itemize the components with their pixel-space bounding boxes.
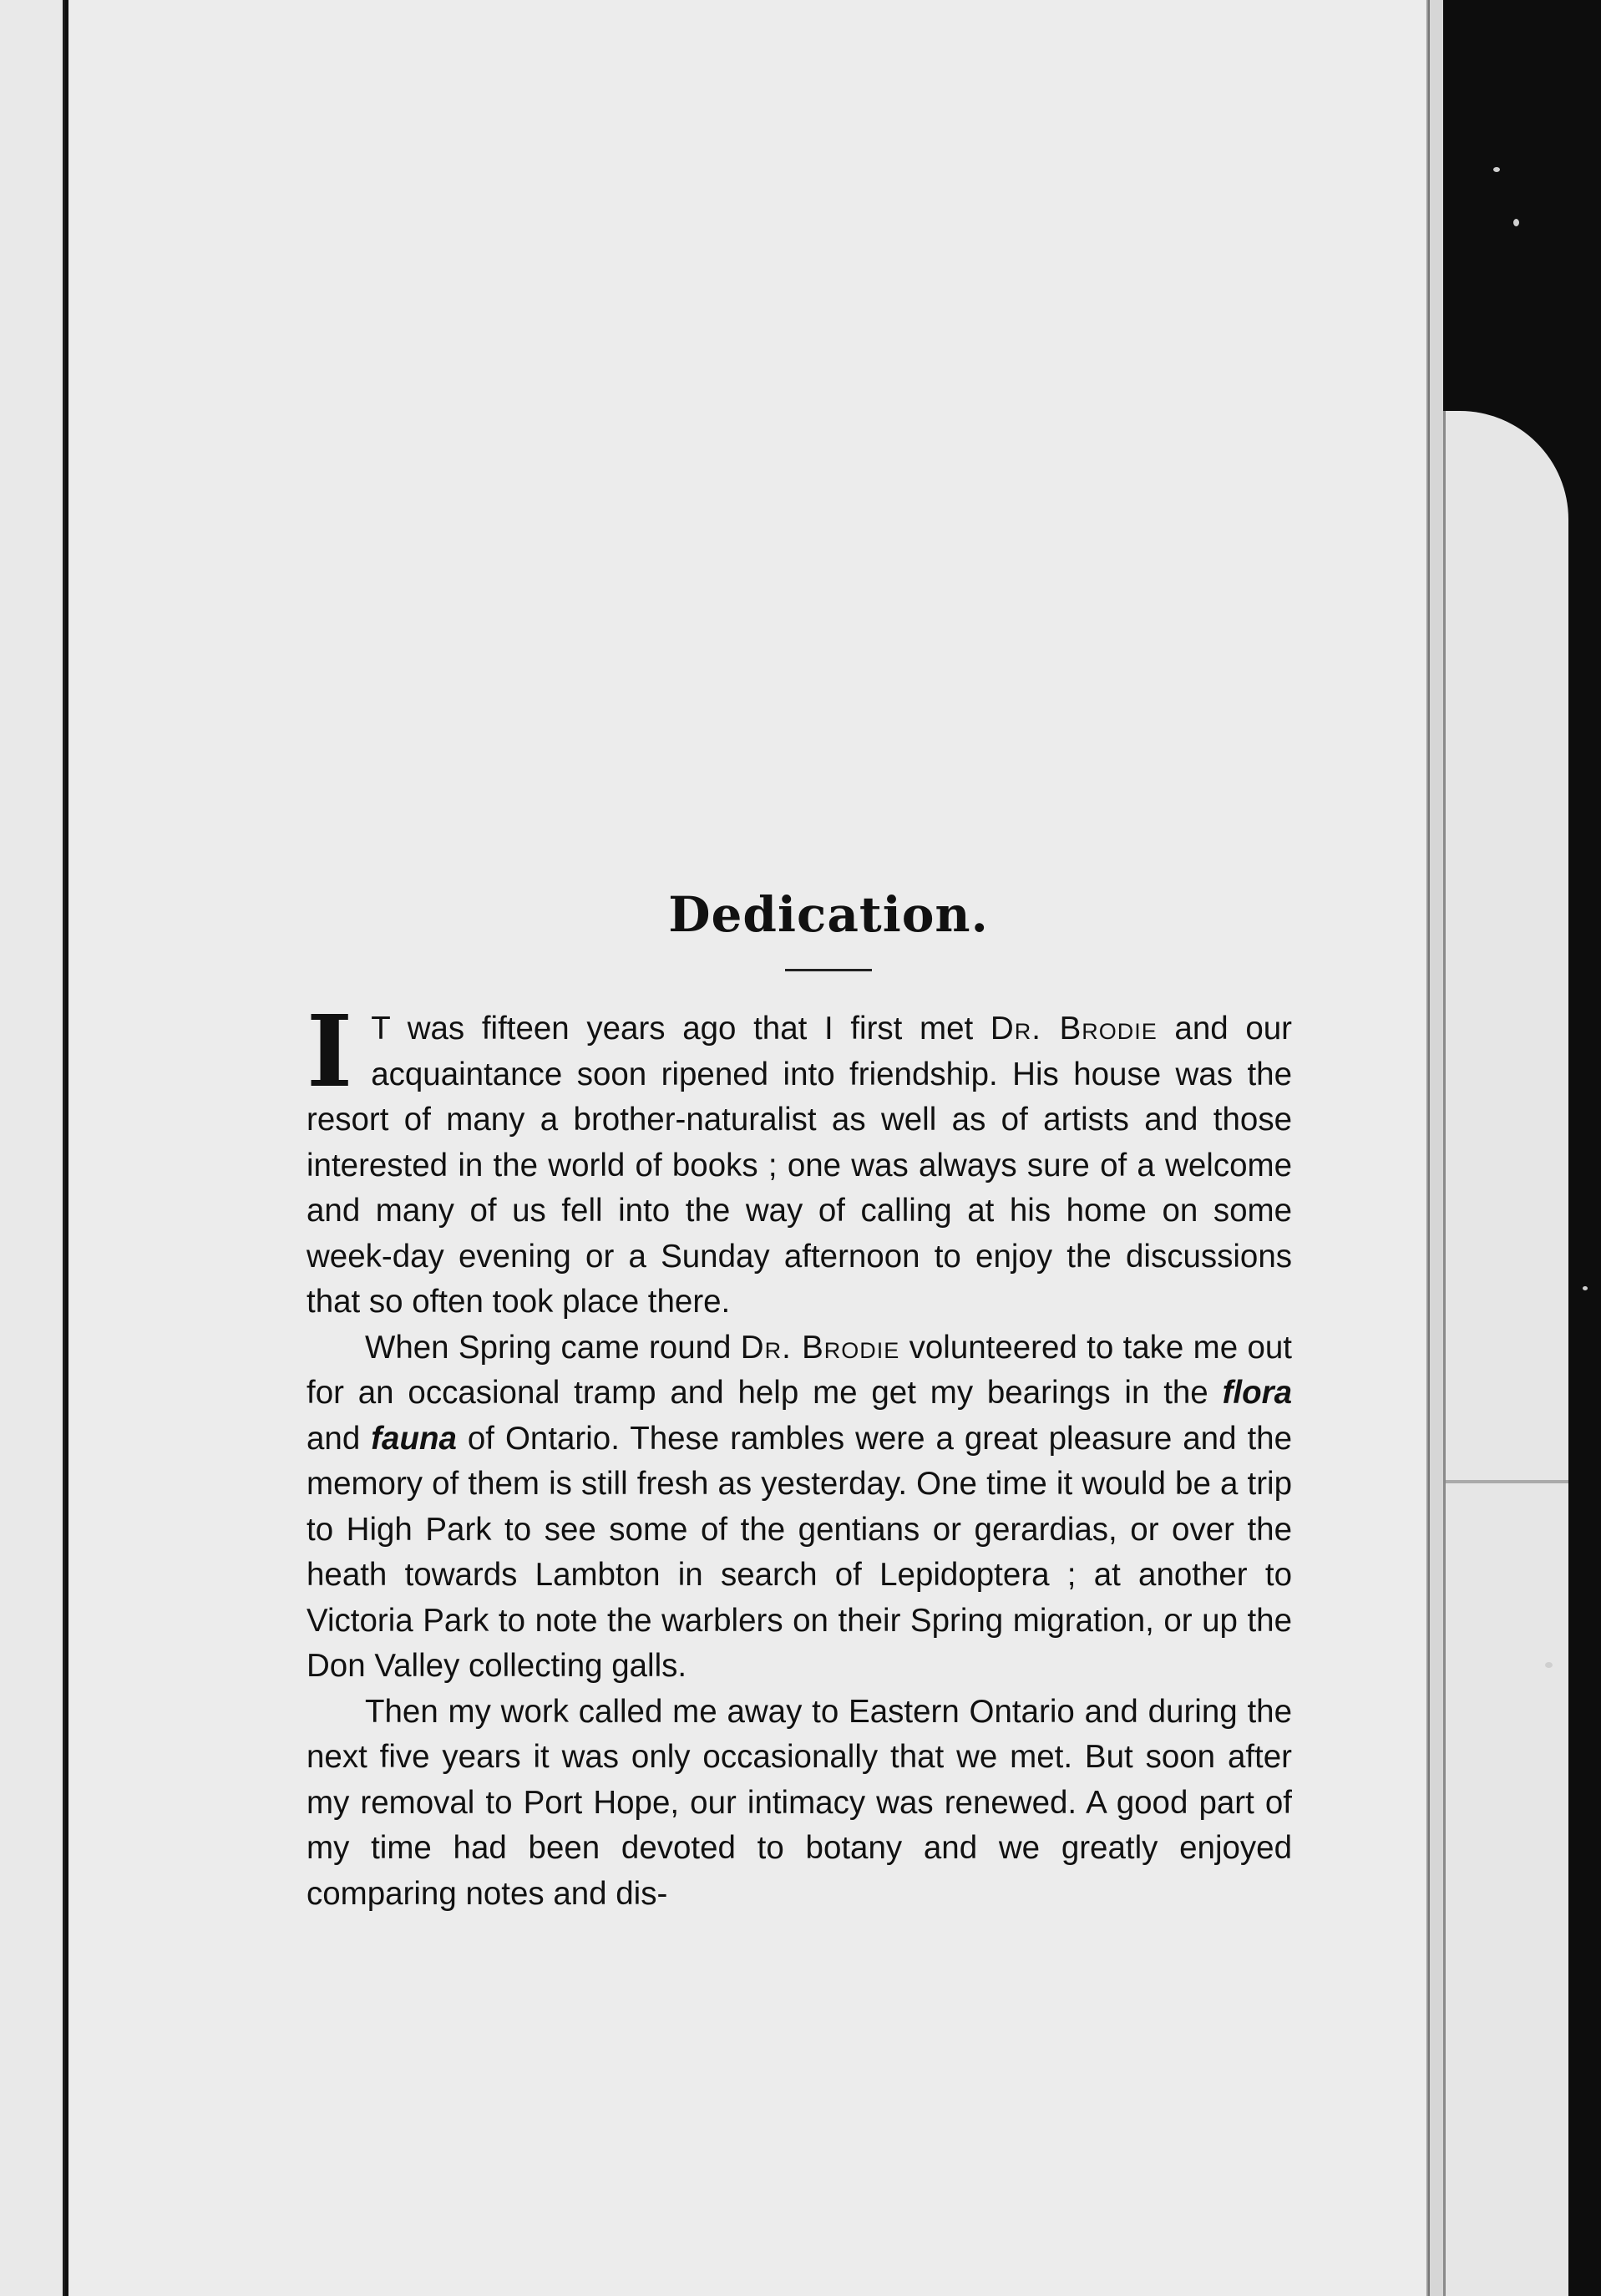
- book-page: [68, 0, 1428, 2296]
- page-fold-line: [1446, 1480, 1568, 1483]
- italic-term: fauna: [371, 1420, 457, 1457]
- dedication-body: [307, 993, 1292, 1917]
- name-reference: Dr. Brodie: [990, 1011, 1158, 1047]
- paragraph-text: and our acquaintance soon ripened into friendship. His house was the resort of many a brother-naturalist as well as of artists and those interested in the world of books ; one was always sure of a welcome and many of us fell into the way of calling at his home on some week-day evening or a Sunday afternoon to enjoy the discussions that so often took place there.: [307, 1011, 1292, 1320]
- dedication-paragraph: [307, 1690, 1292, 1918]
- page-edge-strip: [1428, 0, 1443, 2296]
- dust-speck: [1493, 167, 1500, 172]
- drop-cap-initial: I: [307, 993, 353, 1109]
- dedication-paragraph: [307, 1325, 1292, 1690]
- dust-speck: [1513, 219, 1519, 226]
- dust-speck: [1583, 1286, 1588, 1290]
- paragraph-text: T was fifteen years ago that I first met: [371, 1011, 990, 1047]
- left-facing-page-edge: [0, 0, 65, 2296]
- dedication-section: [307, 877, 1292, 1917]
- paragraph-text: and: [307, 1420, 372, 1457]
- underlying-page-edge: [1443, 411, 1568, 2296]
- italic-term: flora: [1222, 1375, 1292, 1411]
- page-title: Dedication.: [668, 886, 989, 943]
- name-reference: Dr. Brodie: [740, 1329, 900, 1366]
- paragraph-text: volunteered to take me out for an occasional tramp and help me get my bearings in the: [307, 1329, 1292, 1411]
- paragraph-text: Then my work called me away to Eastern Ontario and during the next five years it was only occasionally that we met. But soon after my removal to Port Hope, our intimacy was renewed. A good part of my time had been devoted to botany and we greatly enjoyed comparing notes and dis-: [307, 1693, 1292, 1912]
- dust-speck: [1545, 1662, 1553, 1668]
- dedication-paragraph: [307, 993, 1292, 1325]
- paragraph-text: When Spring came round: [365, 1329, 741, 1366]
- title-rule: [785, 969, 872, 971]
- paragraph-text: of Ontario. These rambles were a great pleasure and the memory of them is still fresh as yesterday. One time it would be a trip to High Park to see some of the gentians or gerardias, or over the heath towards Lambton in search of Lepidoptera ; at another to Victoria Park to note the warblers on their Spring migration, or up the Don Valley collecting galls.: [307, 1420, 1292, 1684]
